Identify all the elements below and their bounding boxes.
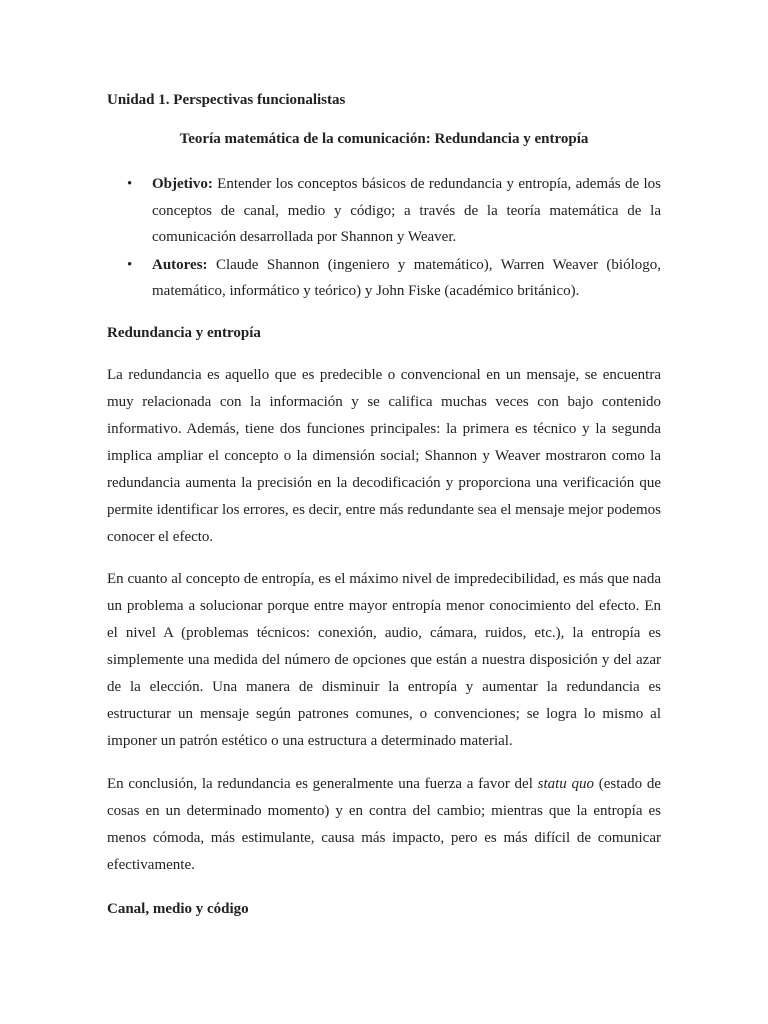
bullet-authors [107,252,661,305]
bullet-authors-lead: Autores: [152,256,208,273]
bullet-icon: • [127,256,133,273]
section-heading-redundancia: Redundancia y entropía [107,324,261,341]
bullet-objective [107,171,661,251]
bullet-objective-lead: Objetivo: [152,176,213,192]
unit-title: Unidad 1. Perspectivas funcionalistas [107,92,346,108]
conclusion-text-after: (estado de cosas en un determinado momento) y en contra del cambio; mientras que la entropía es menos cómoda, más estimulante, causa más impacto, pero es más difícil de comunicar efectivamente. [107,775,661,873]
bullet-icon: • [127,176,133,192]
objectives-list [107,171,661,305]
conclusion-emphasis: statu quo [537,775,595,792]
paragraph-entropia: En cuanto al concepto de entropía, es el máximo nivel de impredecibilidad, es más que nada un problema a solucionar porque entre mayor entropía menor conocimiento del efecto. En el nivel A (problemas técnicos: conexión, audio, cámara, ruidos, etc.), la entropía es simplemente una medida del número de opciones que están a nuestra disposición y del azar de la elección. Una manera de disminuir la entropía y aumentar la redundancia es estructurar un mensaje según patrones comunes, o convenciones; se logra lo mismo al imponer un patrón estético o una estructura a determinado material. [107,570,661,749]
section-heading-canal: Canal, medio y código [107,900,249,917]
paragraph-conclusion [107,771,661,879]
conclusion-text-before: En conclusión, la redundancia es generalmente una fuerza a favor del [107,775,538,792]
bullet-objective-text: Entender los conceptos básicos de redundancia y entropía, además de los conceptos de canal, medio y código; a través de la teoría matemática de la comunicación desarrollada por Shannon y Weaver. [152,176,661,245]
paragraph-redundancia: La redundancia es aquello que es predecible o convencional en un mensaje, se encuentra muy relacionada con la información y se califica muchas veces con bajo contenido informativo. Además, tiene dos funciones principales: la primera es técnico y la segunda implica ampliar el concepto o la dimensión social; Shannon y Weaver mostraron como la redundancia aumenta la precisión en la decodificación y proporciona una verificación que permite identificar los errores, es decir, entre más redundante sea el mensaje mejor podemos conocer el efecto. [107,366,661,545]
document-title: Teoría matemática de la comunicación: Redundancia y entropía [179,131,589,147]
bullet-authors-text: Claude Shannon (ingeniero y matemático), Warren Weaver (biólogo, matemático, informático y teórico) y John Fiske (académico británico). [152,256,661,299]
